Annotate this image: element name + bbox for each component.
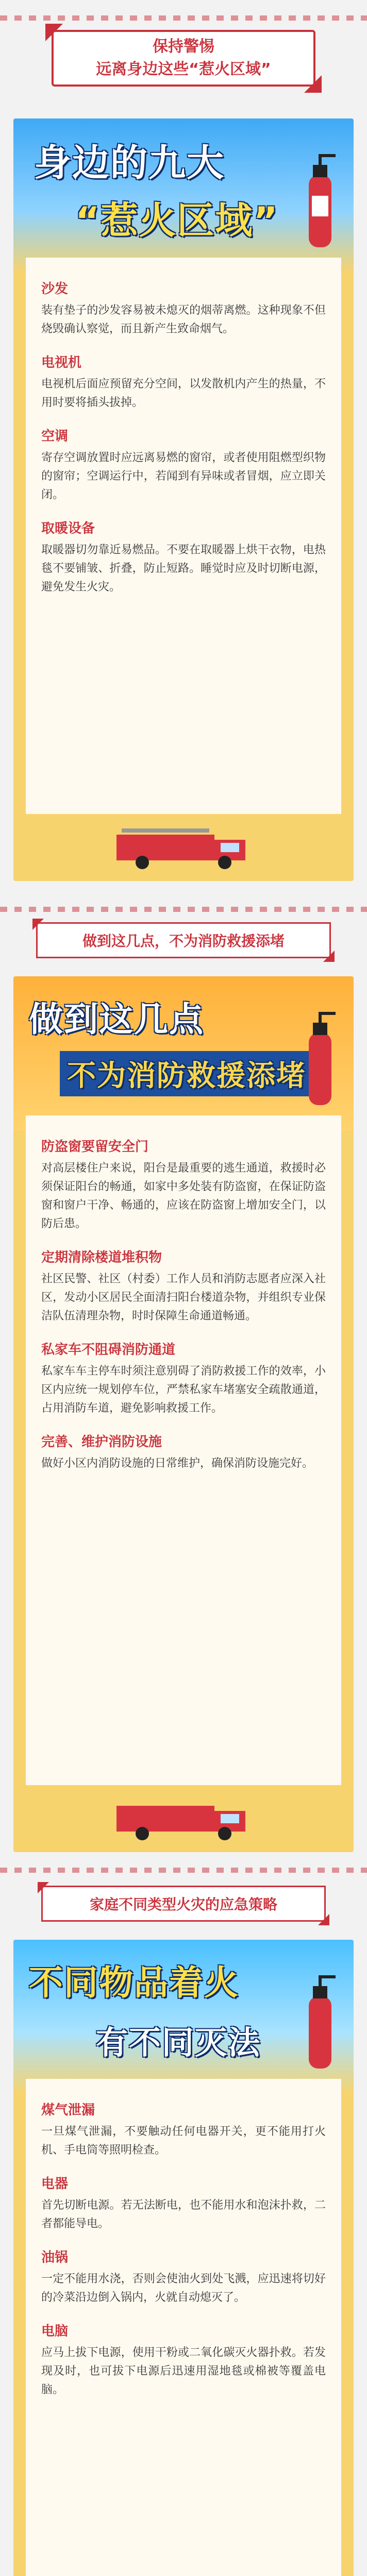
section1-banner [13,118,354,273]
section1-header [52,30,315,87]
s3-item-title: 电脑 [41,2324,69,2339]
fire-extinguisher-icon [299,1007,341,1110]
s1-item-text: 装有垫子的沙发容易被未熄灭的烟蒂离燃。这种现象不但烧毁确认察觉，而且新产生致命烟气。 [41,304,326,335]
s1-item-title: 电视机 [41,355,82,370]
s1-item [41,352,326,412]
s2-item [41,1247,326,1326]
section1-card [13,118,354,881]
s3-item-title: 油锅 [41,2250,69,2265]
s3-item-text: 一定不能用水浇，否则会使油火到处飞溅，应迅速将切好的冷菜沿边倒入锅内，火就自动熄灭了。 [41,2273,326,2304]
s1-item-text: 取暖器切勿靠近易燃品。不要在取暖器上烘干衣物，电热毯不要铺皱、折叠，防止短路。睡觉时应及时切断电源，避免发生火灾。 [41,544,326,594]
s3-item-text: 一旦煤气泄漏，不要触动任何电器开关，更不能用打火机、手电筒等照明检查。 [41,2125,326,2157]
section2-banner-line2: 不为消防救援添堵 [60,1051,313,1096]
section2-header: 做到这几点，不为消防救援添堵 [36,922,331,958]
s3-item-text: 应马上拔下电源，使用干粉或二氧化碳灭火器扑救。若发现及时，也可拔下电源后迅速用湿地毯或棉被等覆盖电脑。 [41,2346,326,2396]
section1-content [26,258,341,814]
decor-stripe [0,15,367,21]
s3-item-title: 煤气泄漏 [41,2103,95,2118]
section3-banner [13,1940,354,2094]
fire-extinguisher-icon [299,149,341,252]
section3-content [26,2079,341,2576]
s1-item [41,278,326,338]
section3-header: 家庭不同类型火灾的应急策略 [41,1886,326,1922]
decor-stripe [0,907,367,912]
section2-card [13,976,354,1852]
s2-item-title: 完善、维护消防设施 [41,1434,162,1450]
decor-stripe [0,1868,367,1873]
section1-banner-line1: 身边的九大 [34,141,225,184]
s1-item-title: 沙发 [41,281,69,297]
corner-decor [45,24,63,41]
s1-item-text: 寄存空调放置时应远离易燃的窗帘，或者使用阻燃型织物的窗帘；空调运行中，若闻到有异味或者冒烟，应立即关闭。 [41,451,326,501]
s3-item [41,2173,326,2233]
s3-item-title: 电器 [41,2176,69,2192]
s2-item-text: 私家车车主停车时须注意别碍了消防救援工作的效率，小区内应统一规划停车位，严禁私家车堵塞安全疏散通道，占用消防车道，避免影响救援工作。 [41,1365,326,1415]
corner-decor [304,75,322,93]
s3-item [41,2247,326,2307]
s2-item-text: 对高层楼住户来说，阳台是最重要的逃生通道，救援时必须保证阳台的畅通，如家中多处装有防盗窗，在保证防盗窗和窗户干净、畅通的，应该在防盗窗上增加安全门，以防后患。 [41,1162,326,1230]
section2-content [26,1115,341,1785]
s3-item [41,2099,326,2160]
s2-item-text: 做好小区内消防设施的日常维护，确保消防设施完好。 [41,1457,314,1470]
s3-item [41,2320,326,2399]
s2-item [41,1339,326,1418]
section2-banner-line1: 做到这几点 [29,999,204,1039]
s2-item-text: 社区民警、社区（村委）工作人员和消防志愿者应深入社区，发动小区居民全面清扫阳台楼道杂物，并组织专业保洁队伍清理杂物，时时保障生命通道畅通。 [41,1273,326,1323]
fire-extinguisher-icon [299,1971,341,2074]
fire-truck-icon [111,1795,256,1842]
s2-item-title: 定期清除楼道堆积物 [41,1250,162,1265]
section2-banner [13,976,354,1131]
s1-item [41,426,326,504]
fire-truck-icon [111,824,256,871]
s1-item-title: 取暖设备 [41,521,95,536]
s1-item-text: 电视机后面应预留充分空间，以发散机内产生的热量，不用时要将插头拔掉。 [41,378,326,409]
section1-banner-line2: “惹火区域” [75,199,279,242]
s2-item-title: 私家车不阻碍消防通道 [41,1342,176,1358]
s2-item [41,1431,326,1473]
section3-card [13,1940,354,2576]
s2-item [41,1136,326,1233]
section1-header-line1: 保持警惕 [153,38,214,56]
s2-item-title: 防盗窗要留安全门 [41,1139,149,1155]
s1-item [41,518,326,597]
s1-item-title: 空调 [41,429,69,444]
section3-banner-line2: 有不同灭法 [96,2024,261,2061]
section1-header-line2: 远离身边这些“惹火区域” [96,60,271,78]
section3-banner-line1: 不同物品着火 [29,1963,239,2003]
s3-item-text: 首先切断电源。若无法断电，也不能用水和泡沫扑救，二者都能导电。 [41,2199,326,2230]
